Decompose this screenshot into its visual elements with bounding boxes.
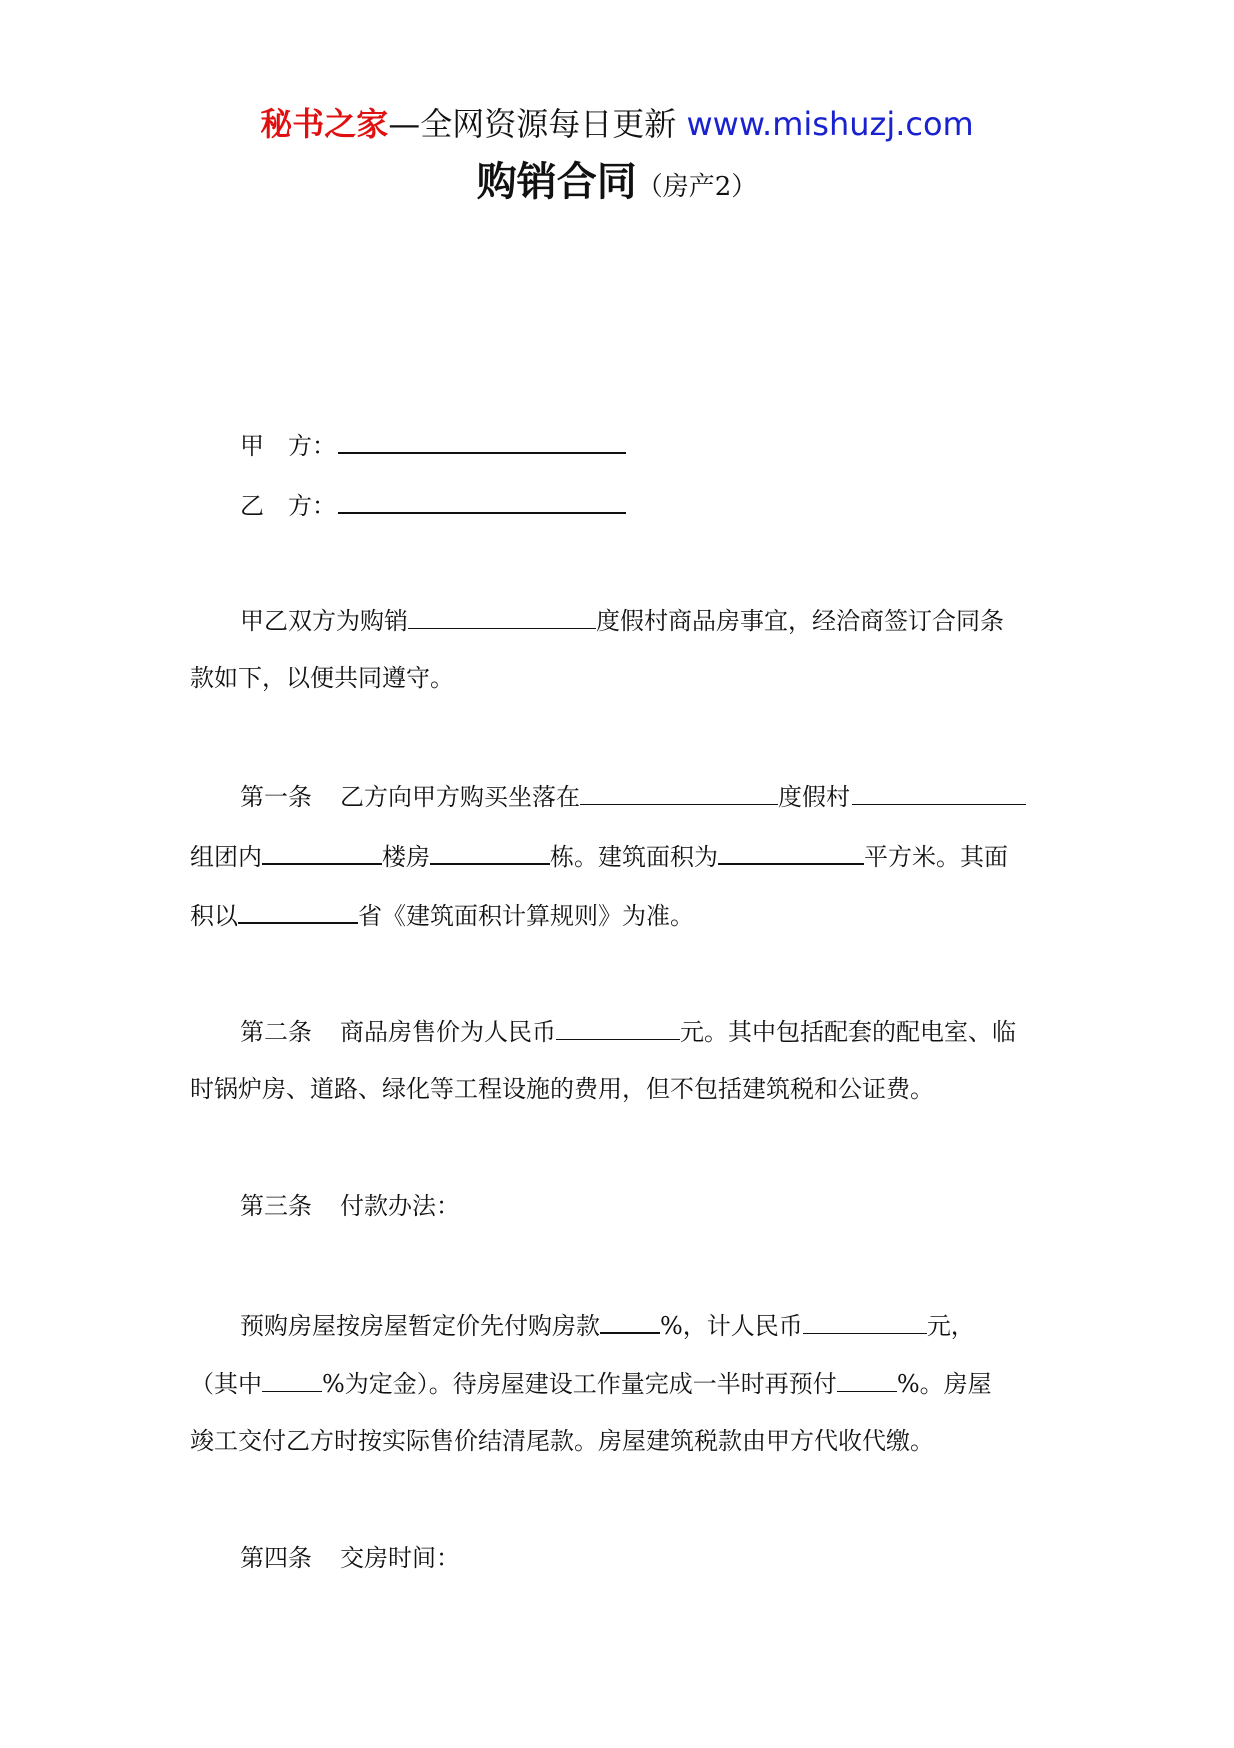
group-blank[interactable] [262,836,382,865]
article1-heading: 第一条 [240,783,312,811]
article1-line-3 [190,895,694,934]
province-blank[interactable] [238,895,358,924]
party-a-line [240,425,626,464]
payment-text-c: 元， [926,1312,975,1340]
article2-text-b: 元。其中包括配套的配电室、临 [680,1018,1016,1046]
payment-text-d: （其中 [190,1370,262,1398]
article2-line-1 [240,1012,1016,1050]
article2-text-a: 商品房售价为人民币 [340,1018,556,1046]
title-main: 购销合同 [476,159,637,205]
payment-text-f: %。房屋 [896,1370,992,1398]
party-b-blank[interactable] [338,485,626,514]
party-b-label-1: 乙 [240,492,264,520]
document-title [0,152,1234,217]
payment-text-g: 竣工交付乙方时按实际售价结清尾款。房屋建筑税款由甲方代收代缴。 [190,1427,934,1455]
article1-text-h: 省《建筑面积计算规则》为准。 [358,902,694,930]
article3-text: 付款办法： [340,1192,460,1220]
payment-line-2 [190,1364,992,1402]
article2-text-c: 时锅炉房、道路、绿化等工程设施的费用，但不包括建筑税和公证费。 [190,1075,934,1103]
article1-text-g: 积以 [190,902,238,930]
area-blank[interactable] [718,836,864,865]
party-b-line [240,485,626,524]
site-header [0,100,1234,148]
article4-line [240,1540,460,1576]
article1-text-f: 平方米。其面 [864,843,1008,871]
payment-text-b: %，计人民币 [660,1312,803,1340]
second-prepay-percent-blank[interactable] [837,1364,897,1392]
location-blank[interactable] [580,777,778,805]
payment-line-1 [240,1305,975,1344]
party-a-label-2: 方： [288,432,336,460]
article1-text-d: 楼房 [382,843,430,871]
prepay-amount-blank[interactable] [803,1306,927,1334]
article3-line [240,1188,460,1224]
intro-line-2 [190,660,454,696]
site-brand: 秘书之家 [260,105,389,143]
article2-heading: 第二条 [240,1018,312,1046]
intro-text-c: 款如下，以便共同遵守。 [190,664,454,692]
intro-text-a: 甲乙双方为购销 [240,607,408,635]
article2-line-2 [190,1071,934,1107]
resort-blank[interactable] [852,777,1026,805]
article1-text-a: 乙方向甲方购买坐落在 [340,783,580,811]
payment-text-e: %为定金）。待房屋建设工作量完成一半时再预付 [322,1370,837,1398]
article1-text-e: 栋。建筑面积为 [550,843,718,871]
article1-line-2 [190,836,1008,875]
title-sub: （房产2） [636,172,758,202]
building-blank[interactable] [430,836,550,865]
article1-text-c: 组团内 [190,843,262,871]
article4-heading: 第四条 [240,1544,312,1572]
intro-text-b: 度假村商品房事宜，经洽商签订合同条 [596,607,1004,635]
article4-text: 交房时间： [340,1544,460,1572]
payment-text-a: 预购房屋按房屋暂定价先付购房款 [240,1312,600,1340]
party-b-label-2: 方： [288,492,336,520]
party-a-blank[interactable] [338,425,626,454]
prepay-percent-blank[interactable] [600,1305,660,1334]
site-url-link[interactable]: www.mishuzj.com [676,105,974,143]
article1-line-1 [240,777,1026,815]
intro-line-1 [240,601,1004,639]
article1-text-b: 度假村 [778,783,850,811]
article3-heading: 第三条 [240,1192,312,1220]
resort-name-blank[interactable] [408,601,596,629]
site-tagline: —全网资源每日更新 [388,105,677,143]
price-blank[interactable] [556,1012,680,1040]
party-a-label-1: 甲 [240,432,264,460]
deposit-percent-blank[interactable] [262,1364,322,1392]
payment-line-3 [190,1423,934,1459]
